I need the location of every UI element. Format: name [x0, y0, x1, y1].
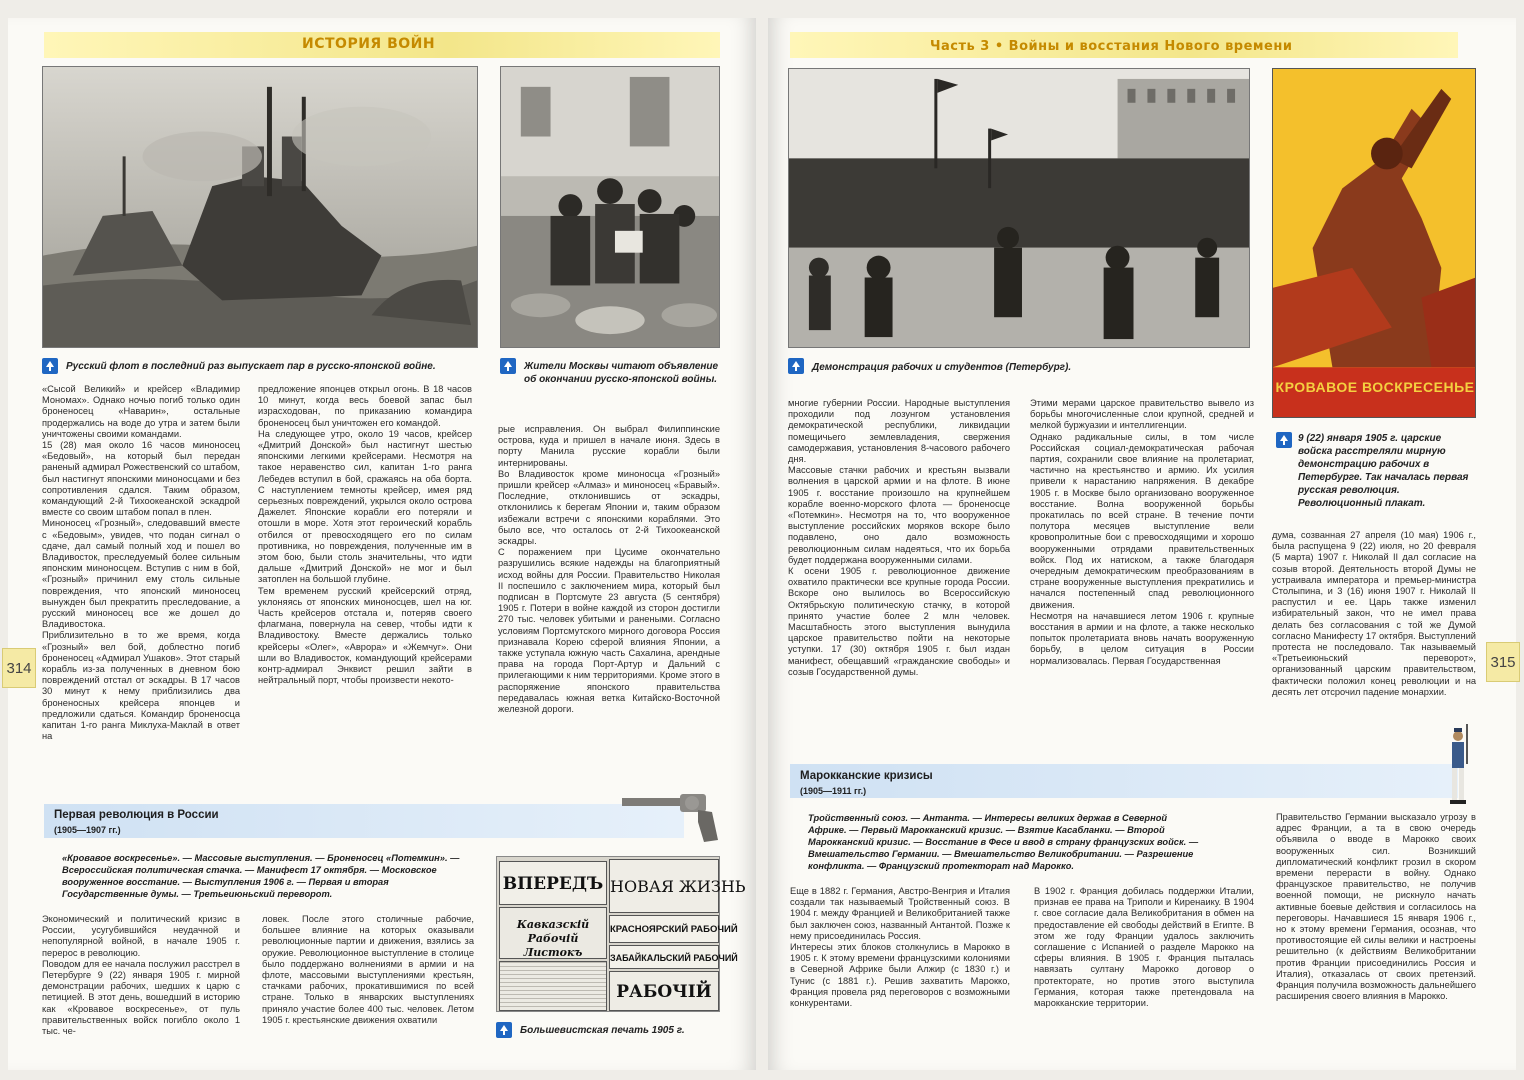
- revolution-section-years: (1905—1907 гг.): [54, 825, 121, 835]
- page-number-315: 315: [1486, 642, 1520, 682]
- poster-title: КРОВАВОЕ ВОСКРЕСЕНЬЕ: [1275, 379, 1475, 395]
- newspaper-text-block: [499, 961, 607, 1011]
- page-number-314: 314: [2, 648, 36, 688]
- morocco-section-years: (1905—1911 гг.): [800, 786, 867, 796]
- right-col-2: Этими мерами царское правительство вывело из борьбы многочисленные слои крупной, средней и мелкой буржуазии и интеллигенции. Однако радикальные силы, в том числе Российская социал-демократическая рабочая партия, сохранили свое влияние на пролетариат, частично на крестьянство и армию. Их усилия привели к нарастанию напряжения. В декабре 1905 г. в Москве было организовано вооруженное восстание. Волна вооруженной борьбы прокатилась по всей стране. В течение почти полутора месяцев выступление вели кровопролитные бои с превосходящими и хорошо вооруженными отрядами правительственных войск. Под их натиском, а также благодаря очередным демократическим преобразованиям в стране вооруженные выступления прекратились и начался постепенный спад революционного движения. Несмотря на начавшиеся летом 1906 г. крупные восстания в армии и на флоте, а также несколько попыток пролетариата вновь начать вооруженную борьбу, в целом ситуация в России нормализовалась. Первая Государственная: [1030, 398, 1254, 666]
- revolution-col-2: ловек. После этого столичные рабочие, большее влияние на которых оказывали революционные партии и движения, взялись за оружие. Революционное выступление в столице было поддержано волнениями в армии и на флоте, массовыми выступлениями крестьян, стачками рабочих, прокатившимися по всей стране. Только в январских выступлениях приняло участие более 400 тыс. человек. Летом 1905 г. крестьянские движения охватили: [262, 914, 474, 1025]
- left-col-2: предложение японцев открыл огонь. В 18 часов 10 минут, когда весь боевой запас был израсходован, по приказанию командира броненосец был уничтожен его командой. На следующее утро, около 19 часов, крейсер «Дмитрий Донской» был настигнут шестью японскими легкими крейсерами. Несмотря на такое неравенство сил, капитан 1-го ранга Лебедев вступил в бой, сражаясь на оба борта. С наступлением темноты крейсер, имея ряд серьезных повреждений, укрылся около острова Дажелет. Японские корабли его потеряли и отошли в море. Хотя этот героический корабль отбился от превосходящего его по силам противника, но повреждения, полученные им в этом бою, были столь значительны, что идти дальше «Дмитрий Донской» не мог и был затоплен на большой глубине. Тем временем русский крейсерский отряд, уклоняясь от японских миноносцев, шел на юг. Часть крейсеров отстала и, потеряв своего флагмана, повернула на север, чтобы идти к Владивостоку. Вместе держались только крейсеры «Олег», «Аврора» и «Жемчуг». Они шли во Владивосток, командующий крейсерами контр-адмирал Энквист решил зайти в нейтральный порт, чтобы произвести некото-: [258, 384, 472, 686]
- newspaper-novaya-zhizn: НОВАЯ ЖИЗНЬ: [609, 859, 719, 913]
- right-col-3: дума, созванная 27 апреля (10 мая) 1906 г., была распущена 9 (22) июля, но 20 февраля (5 марта) 1907 г. Николай II дал согласие на созыв второй. Деятельность второй Думы не устраивала императора и премьер-министра Столыпина, и 3 (16) июня 1907 г. Николай II распустил и ее. Царь также изменил избирательный закон, что не имел права делать без согласования с той же Думой согласно Манифесту 17 октября. Выступлений протеста не последовало. Так называемый «Третьеиюньский переворот», организованный царским правительством, фактически положил конец революции и на десять лет отсрочил падение монархии.: [1272, 530, 1476, 697]
- revolution-col-1: Экономический и политический кризис в России, усугубившийся неудачной и непопулярной войной, в начале 1905 г. перерос в революцию. Поводом для ее начала послужил расстрел в Петербурге 9 (22) января 1905 г. мирной демонстрации рабочих, шедших к царю с петицией. В этот день, вошедший в историю как «Кровавое воскресенье», от пуль правительственных войск погибло около 1 тыс. че-: [42, 914, 240, 1037]
- demonstration-photo: [788, 68, 1250, 348]
- fleet-painting: [42, 66, 478, 348]
- morocco-col-3: Правительство Германии высказало угрозу в адрес Франции, а та в свою очередь объявила о вводе в Марокко своих вооруженных сил. Возникший дипломатический конфликт грозил в скором времени перерасти в войну. Однако французское правительство, не получив военной помощи, не рискнуло начать активные боевые действия и согласилось на переговоры. Начавшиеся 15 января 1906 г., но к этому времени Германия, осознав, что противостоящие ей силы велики и настроены решительно (к действиям Великобритании против Франции присоединились Россия и Италия), отказалась от своих претензий. Франция получила возможность дальнейшего расширения своего влияния в Марокко.: [1276, 812, 1476, 1002]
- caption-arrow-icon: [42, 358, 58, 374]
- morocco-col-1: Еще в 1882 г. Германия, Австро-Венгрия и Италия создали так называемый Тройственный союз. В 1904 г. между Францией и Великобританией также был заключен союз, названный Антантой. Позже к нему присоединилась Россия. Интересы этих блоков столкнулись в Марокко в 1905 г. К этому времени французскими колониями в Северной Африке были Алжир (с 1830 г.) и Тунис (с 1881 г.). Решив захватить Марокко, Франция провела ряд переговоров с возможными конкурентами.: [790, 886, 1010, 1009]
- revolution-keywords: «Кровавое воскресенье». — Массовые выступления. — Броненосец «Потемкин». — Всероссийская политическая стачка. — Манифест 17 октября. — Московское вооруженное восстание. — Выступления 1906 г. — Первая и вторая Государственные думы. — Третьеиюньский переворот.: [62, 853, 460, 899]
- newspaper-zabaikal: ЗАБАЙКАЛЬСКИЙ РАБОЧИЙ: [609, 945, 719, 969]
- caption-arrow-icon: [496, 1022, 512, 1038]
- newspaper-vpered: ВПЕРЕДЪ: [499, 861, 607, 905]
- press-caption: Большевистская печать 1905 г.: [520, 1025, 685, 1036]
- left-col-3: рые исправления. Он выбрал Филиппинские острова, куда и пришел в начале июня. Здесь в порту Манила русские корабли были интернированы. Во Владивосток кроме миноносца «Грозный» пришли крейсер «Алмаз» и миноносец «Бравый». Последние, отклонившись от эскадры, отклонились к берегам Японии и, таким образом избежали встречи с японскими кораблями. Это было все, что осталось от 2-й Тихоокеанской эскадры. С поражением при Цусиме окончательно разрушились всякие надежды на благоприятный исход войны для России. Правительство Николая II поспешило с заключением мира, который был подписан в Портсмуте 23 августа (5 сентября) 1905 г. Потери в войне каждой из сторон достигли 270 тыс. человек убитыми и ранеными. Согласно условиям Портсмутского мирного договора Россия признавала Корею сферой влияния Японии, а также уступала южную часть Сахалина, арендные права на города Порт-Артур и Дальний с прилегающими к ним территориями. Кроме этого в распоряжение японского правительства передавалась южная ветка Китайско-Восточной железной дороги.: [498, 424, 720, 715]
- newspaper-krasnoyarsk: КРАСНОЯРСКИЙ РАБОЧИЙ: [609, 915, 719, 943]
- newspaper-kavkaz: Кавказскій Рабочій Листокъ: [499, 907, 607, 959]
- left-page: [8, 18, 756, 1070]
- poster-caption: 9 (22) января 1905 г. царские войска расстреляли мирную демонстрацию рабочих в Петербурге. Так началась первая русская революция. Революционный плакат.: [1298, 433, 1469, 509]
- fleet-caption: Русский флот в последний раз выпускает пар в русско-японской войне.: [66, 361, 436, 372]
- soldier-icon: [1436, 724, 1480, 808]
- right-header-title: Часть 3 • Войны и восстания Нового времени: [930, 39, 1293, 54]
- left-col-1: «Сысой Великий» и крейсер «Владимир Мономах». Однако ночью погиб только один броненосец «Наварин», остальные продержались на воде до утра и затем были уничтожены своими командами. 15 (28) мая около 16 часов миноносец «Бедовый», на который был передан раненый адмирал Рожественский со штабом, был настигнут японскими миноносцами и без сопротивления сдался. Таким образом, командующий 2-й Тихоокеанской эскадрой вместе со своим штабом попал в плен. Миноносец «Грозный», следовавший вместе с «Бедовым», увидев, что подан сигнал о сдаче, дал самый полный ход и пошел во Владивосток, преследуемый более сильным японским миноносцем. Вступив с ним в бой, «Грозный» причинил ему столь сильные повреждения, что японский миноносец вынужден был прекратить преследование, а русский миноносец все же дошел до Владивостока. Приблизительно в то же время, когда «Грозный» вел бой, доблестно погиб броненосец «Адмирал Ушаков». Этот старый корабль из-за полученных в дневном бою повреждений отстал от эскадры. В 17 часов 30 минут к нему приблизились два броненосных крейсера японцев и предложили сдаться. Командир броненосца капитан 1-го ранга Миклуха-Маклай в ответ на: [42, 384, 240, 742]
- newspaper-collage: [496, 856, 746, 1012]
- morocco-section-title: Марокканские кризисы: [800, 770, 933, 782]
- revolution-section-title: Первая революция в России: [54, 809, 219, 821]
- right-page: [768, 18, 1516, 1070]
- right-col-1: многие губернии России. Народные выступления проходили под лозунгом установления демократической республики, ликвидации помещичьего землевладения, свержения самодержавия, установления 8-часового рабочего дня. Массовые стачки рабочих и крестьян вызвали волнения в царской армии и на флоте. В июне 1905 г. восстание произошло на крупнейшем корабле военно-морского флота — броненосце «Потемкин». Несмотря на то, что вооруженное выступление российских моряков вскоре было подавлено, оно дало возможность революционным силам надеяться, что их борьба будет поддержана вооруженными силами. К осени 1905 г. революционное движение охватило практически все крупные города России. Вскоре оно вылилось во Всероссийскую Октябрьскую политическую стачку, в которой принято участие более 2 млн человек. Масштабность этого выступления вынудила царское правительство пойти на некоторые уступки. 17 (30) октября 1905 г. был издан манифест, обещавший «гражданские свободы» и созыв Государственной думы.: [788, 398, 1010, 677]
- newspaper-rabochiy: РАБОЧІЙ: [609, 971, 719, 1011]
- morocco-col-2: В 1902 г. Франция добилась поддержки Италии, признав ее права на Триполи и Киренаику. В 1904 г. свое согласие дала Великобритания в обмен на предоставление ей свободы действий в Египте. В этом же году Франции удалось заключить соглашение с Испанией о разделе Марокко на сферы влияния. В 1905 г. Франция пыталась навязать султану Марокко договор о протекторате, но против этого выступила Германия, которая также претендовала на марокканские территории.: [1034, 886, 1254, 1009]
- caption-arrow-icon: [500, 358, 516, 374]
- revolver-icon: [620, 788, 720, 848]
- moscow-photo: [500, 66, 720, 348]
- morocco-keywords: Тройственный союз. — Антанта. — Интересы великих держав в Северной Африке. — Первый Марокканский кризис. — Взятие Касабланки. — Второй Марокканский кризис. — Восстание в Фесе и ввод в страну французских войск. — Вмешательство Германии. — Вмешательство Великобритании. — Разрешение конфликта. — Французский протекторат над Марокко.: [808, 813, 1199, 871]
- caption-arrow-icon: [788, 358, 804, 374]
- bloody-sunday-poster: [1272, 68, 1476, 418]
- left-header-title: ИСТОРИЯ ВОЙН: [302, 36, 436, 52]
- demonstration-caption: Демонстрация рабочих и студентов (Петербург).: [812, 362, 1072, 373]
- caption-arrow-icon: [1276, 432, 1292, 448]
- moscow-caption: Жители Москвы читают объявление об окончании русско-японской войны.: [524, 361, 719, 385]
